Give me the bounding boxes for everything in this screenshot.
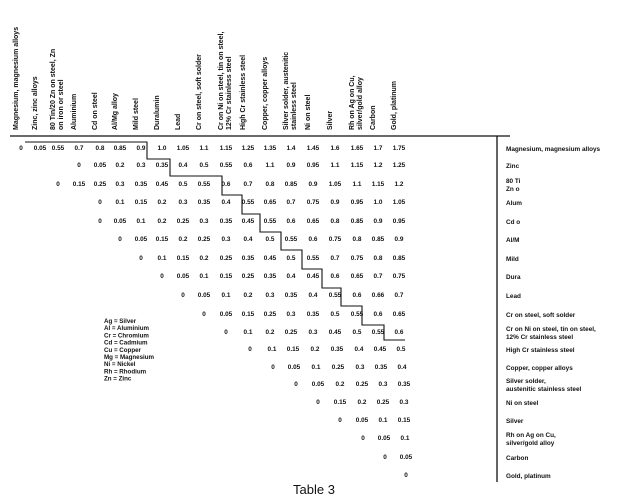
table-cell: 0.25 <box>219 255 233 262</box>
table-cell: 0.9 <box>330 199 340 206</box>
row-label: Copper, copper alloys <box>506 365 573 372</box>
table-cell: 0.15 <box>397 417 411 424</box>
row-label: Silver <box>506 418 524 425</box>
table-cell: 0.8 <box>95 145 105 152</box>
row-label: Zn o <box>506 186 520 193</box>
table-cell: 0.55 <box>197 181 211 188</box>
table-cell: 0.15 <box>241 311 255 318</box>
table-cell: 0.35 <box>241 255 255 262</box>
table-cell: 0.25 <box>355 381 369 388</box>
table-cell: 0.3 <box>199 218 209 225</box>
table-cell: 0 <box>19 145 23 152</box>
table-cell: 0.05 <box>377 435 391 442</box>
column-header: Silver solder, austenitic <box>283 51 290 130</box>
column-header: Al/Mg alloy <box>112 93 119 130</box>
table-cell: 0 <box>294 381 298 388</box>
table-cell: 0 <box>56 181 60 188</box>
row-label: 12% Cr stainless steel <box>506 334 574 341</box>
column-header: Lead <box>175 113 182 130</box>
table-cell: 0.4 <box>178 162 188 169</box>
column-header: Copper, copper alloys <box>262 56 269 130</box>
table-cell: 0.75 <box>328 236 342 243</box>
row-label: Ni on steel <box>506 400 539 407</box>
table-cell: 0.75 <box>350 255 364 262</box>
table-cell: 0.05 <box>219 311 233 318</box>
column-header: Cr on steel, soft solder <box>196 54 203 130</box>
table-cell: 0.2 <box>178 236 188 243</box>
table-cell: 0.3 <box>378 381 388 388</box>
column-header: 12% Cr stainless steel <box>226 56 233 130</box>
column-header: Silver <box>327 110 334 130</box>
table-cell: 0.45 <box>155 181 169 188</box>
table-cell: 0.2 <box>243 292 253 299</box>
table-cell: 0.7 <box>394 292 404 299</box>
table-cell: 0.9 <box>373 218 383 225</box>
table-cell: 0 <box>98 218 102 225</box>
table-cell: 0.85 <box>284 181 298 188</box>
table-cell: 0.1 <box>311 364 321 371</box>
table-cell: 0.2 <box>115 162 125 169</box>
table-cell: 0 <box>316 399 320 406</box>
legend-entry: Cu = Copper <box>104 346 141 354</box>
table-cell: 0.55 <box>51 145 65 152</box>
legend-entry: Rh = Rhodium <box>104 368 147 376</box>
row-label: Carbon <box>506 455 529 462</box>
table-cell: 0.3 <box>308 329 318 336</box>
legend-entry: Zn = Zinc <box>104 375 132 383</box>
table-cell: 0.3 <box>399 399 409 406</box>
table-cell: 0.35 <box>330 346 344 353</box>
table-cell: 0.65 <box>392 311 406 318</box>
table-cell: 0.25 <box>93 181 107 188</box>
table-cell: 0.45 <box>373 346 387 353</box>
table-cell: 1.1 <box>352 181 362 188</box>
table-cell: 1.65 <box>350 145 364 152</box>
table-cell: 0.1 <box>243 329 253 336</box>
table-cell: 0 <box>248 346 252 353</box>
column-header: Zinc, zinc alloys <box>32 76 39 130</box>
row-label: Silver solder, <box>506 378 546 385</box>
table-cell: 1.45 <box>306 145 320 152</box>
table-cell: 0.05 <box>355 417 369 424</box>
table-cell: 0.15 <box>286 346 300 353</box>
table-cell: 1.7 <box>373 145 383 152</box>
table-cell: 0.65 <box>263 199 277 206</box>
table-cell: 0.85 <box>350 218 364 225</box>
table-cell: 0.2 <box>335 381 345 388</box>
table-cell: 0.15 <box>134 199 148 206</box>
table-cell: 0.45 <box>263 255 277 262</box>
table-cell: 0.35 <box>155 162 169 169</box>
table-cell: 0.25 <box>241 273 255 280</box>
table-cell: 1.25 <box>241 145 255 152</box>
table-cell: 0.75 <box>306 199 320 206</box>
row-label: Al/M <box>506 237 520 244</box>
table-cell: 0.3 <box>355 364 365 371</box>
table-cell: 0.05 <box>93 162 107 169</box>
table-cell: 0.35 <box>397 381 411 388</box>
table-cell: 0.55 <box>241 199 255 206</box>
table-cell: 0.3 <box>178 199 188 206</box>
table-cell: 0.2 <box>157 218 167 225</box>
column-header: on iron or steel <box>58 79 65 130</box>
table-cell: 0.8 <box>265 181 275 188</box>
table-cell: 0.95 <box>392 218 406 225</box>
table-cell: 0 <box>202 311 206 318</box>
table-cell: 0.6 <box>308 236 318 243</box>
table-cell: 0.55 <box>306 255 320 262</box>
table-cell: 0 <box>361 435 365 442</box>
column-header: Magnesium, magnesium alloys <box>13 26 20 130</box>
table-cell: 0 <box>338 417 342 424</box>
legend-entry: Al = Aluminium <box>104 325 149 333</box>
table-cell: 0.95 <box>350 199 364 206</box>
table-cell: 0.1 <box>221 292 231 299</box>
table-cell: 0.35 <box>197 199 211 206</box>
table-cell: 0.3 <box>265 292 275 299</box>
table-cell: 0.35 <box>263 273 277 280</box>
legend-entry: Cr = Chromium <box>104 332 149 340</box>
column-header: Cr on Ni on steel, tin on steel, <box>218 31 225 130</box>
legend-entry: Mg = Magnesium <box>104 354 155 361</box>
table-cell: 0.15 <box>72 181 86 188</box>
column-header: Duralumin <box>154 95 161 130</box>
row-label: Gold, platinum <box>506 473 551 480</box>
row-label: Lead <box>506 293 521 300</box>
table-cell: 0.65 <box>350 273 364 280</box>
column-header: silver/gold alloy <box>357 77 364 130</box>
table-cell: 0.5 <box>265 236 275 243</box>
table-cell: 0 <box>271 364 275 371</box>
table-cell: 0.1 <box>199 273 209 280</box>
table-cell: 0.6 <box>394 329 404 336</box>
table-cell: 0.6 <box>330 273 340 280</box>
table-cell: 0.15 <box>333 399 347 406</box>
table-cell: 0.5 <box>199 162 209 169</box>
table-cell: 0.9 <box>286 162 296 169</box>
table-cell: 0.2 <box>357 399 367 406</box>
table-cell: 0.7 <box>74 145 84 152</box>
table-cell: 0.35 <box>306 311 320 318</box>
table-cell: 0.3 <box>221 236 231 243</box>
table-cell: 0.5 <box>330 311 340 318</box>
table-cell: 0 <box>404 472 408 479</box>
table-cell: 0.3 <box>115 181 125 188</box>
table-cell: 0.55 <box>350 311 364 318</box>
row-label: High Cr stainless steel <box>506 347 575 354</box>
table-cell: 0.55 <box>371 329 385 336</box>
table-cell: 1.1 <box>199 145 209 152</box>
table-cell: 0.9 <box>308 181 318 188</box>
table-cell: 0.85 <box>392 255 406 262</box>
table-cell: 0.25 <box>284 329 298 336</box>
table-cell: 1.4 <box>286 145 296 152</box>
table-cell: 0 <box>118 236 122 243</box>
table-cell: 0.05 <box>399 454 413 461</box>
table-cell: 0.3 <box>136 162 146 169</box>
row-label: 80 Ti <box>506 178 521 185</box>
row-label: Cr on steel, soft solder <box>506 312 576 319</box>
row-label: silver/gold alloy <box>506 440 555 447</box>
table-cell: 1.15 <box>371 181 385 188</box>
table-cell: 0.5 <box>396 346 406 353</box>
table-cell: 0.05 <box>134 236 148 243</box>
table-cell: 0.4 <box>354 346 364 353</box>
table-cell: 0.7 <box>330 255 340 262</box>
table-cell: 0 <box>160 273 164 280</box>
table-cell: 0.1 <box>136 218 146 225</box>
table-cell: 0.1 <box>267 346 277 353</box>
table-cell: 0.2 <box>199 255 209 262</box>
row-label: Magnesium, magnesium alloys <box>506 146 601 153</box>
table-cell: 0.1 <box>400 435 410 442</box>
staircase-divider <box>25 142 405 340</box>
table-cell: 0.25 <box>331 364 345 371</box>
table-cell: 0 <box>383 454 387 461</box>
table-cell: 0.05 <box>113 218 127 225</box>
table-cell: 0.05 <box>287 364 301 371</box>
row-label: Alum <box>506 200 522 207</box>
table-cell: 0.8 <box>330 218 340 225</box>
column-header: Carbon <box>370 105 377 130</box>
table-cell: 0.6 <box>243 162 253 169</box>
table-cell: 0.15 <box>219 273 233 280</box>
column-headers <box>13 27 398 130</box>
table-cell: 0.55 <box>328 292 342 299</box>
table-cell: 0 <box>224 329 228 336</box>
table-cell: 0.95 <box>306 162 320 169</box>
abbreviation-legend <box>104 318 155 383</box>
table-cell: 0.55 <box>263 218 277 225</box>
table-cell: 1.15 <box>350 162 364 169</box>
table-cell: 0.2 <box>265 329 275 336</box>
table-cell: 0.35 <box>284 292 298 299</box>
table-cell: 0.25 <box>376 399 390 406</box>
table-cell: 0.05 <box>197 292 211 299</box>
table-cell: 1.35 <box>263 145 277 152</box>
table-cell: 0.9 <box>394 236 404 243</box>
table-cell: 0.7 <box>373 273 383 280</box>
table-cell: 0.35 <box>134 181 148 188</box>
table-cell: 0.55 <box>219 162 233 169</box>
row-label: austenitic stainless steel <box>506 386 582 393</box>
table-cell: 0.35 <box>219 218 233 225</box>
table-cell: 0.15 <box>176 255 190 262</box>
table-cell: 0.65 <box>306 218 320 225</box>
table-cell: 0.25 <box>263 311 277 318</box>
table-cell: 0.7 <box>286 199 296 206</box>
table-cell: 0.4 <box>286 273 296 280</box>
table-cell: 0.85 <box>371 236 385 243</box>
table-cell: 0.05 <box>176 273 190 280</box>
row-label: Mild <box>506 256 519 263</box>
table-cell: 0.6 <box>221 181 231 188</box>
table-cell: 0.5 <box>286 255 296 262</box>
table-cell: 1.6 <box>330 145 340 152</box>
table-cell: 0.4 <box>243 236 253 243</box>
column-header: Cd on steel <box>92 92 99 130</box>
table-cell: 1.1 <box>265 162 275 169</box>
table-cell: 0.05 <box>33 145 47 152</box>
table-cell: 0.45 <box>328 329 342 336</box>
table-cell: 0.6 <box>373 311 383 318</box>
table-cell: 0.8 <box>352 236 362 243</box>
legend-entry: Cd = Cadmium <box>104 339 148 347</box>
table-cell: 0 <box>98 199 102 206</box>
table-cell: 1.05 <box>176 145 190 152</box>
table-cell: 0.5 <box>178 181 188 188</box>
table-cell: 0.25 <box>197 236 211 243</box>
table-cell: 0.7 <box>243 181 253 188</box>
table-cell: 0.05 <box>311 381 325 388</box>
table-cell: 1.1 <box>330 162 340 169</box>
row-labels <box>506 146 601 480</box>
table-cell: 0.4 <box>221 199 231 206</box>
table-cell: 0.25 <box>176 218 190 225</box>
table-cell: 1.75 <box>392 145 406 152</box>
table-cell: 1.0 <box>157 145 167 152</box>
legend-entry: Ni = Nickel <box>104 361 136 369</box>
column-header: Gold, platinum <box>391 81 398 130</box>
table-cell: 0.45 <box>306 273 320 280</box>
table-cell: 0.15 <box>155 236 169 243</box>
table-cell: 0.75 <box>392 273 406 280</box>
table-cell: 0.9 <box>136 145 146 152</box>
column-header: Ni on steel <box>305 94 312 130</box>
table-cell: 0.2 <box>310 346 320 353</box>
table-cell: 1.05 <box>392 199 406 206</box>
table-cell: 0.5 <box>352 329 362 336</box>
table-cell: 0.45 <box>241 218 255 225</box>
column-header: 80 Tin/20 Zn on steel, Zn <box>50 48 57 130</box>
column-header: Rh on Ag on Cu, <box>349 75 356 130</box>
table-cell: 0 <box>181 292 185 299</box>
row-label: Rh on Ag on Cu, <box>506 432 556 439</box>
table-cell: 0.6 <box>286 218 296 225</box>
legend-entry: Ag = Silver <box>104 318 137 325</box>
table-cell: 1.15 <box>219 145 233 152</box>
table-cell: 0.3 <box>286 311 296 318</box>
column-header: stainless steel <box>291 82 298 130</box>
table-cell: 0.8 <box>373 255 383 262</box>
table-cell: 1.05 <box>328 181 342 188</box>
table-cell: 0.35 <box>374 364 388 371</box>
table-cell: 1.0 <box>373 199 383 206</box>
table-cell: 0.55 <box>284 236 298 243</box>
table-cell: 1.2 <box>394 181 404 188</box>
row-label: Dura <box>506 274 521 281</box>
table-cell: 0.66 <box>371 292 385 299</box>
table-cell: 0.4 <box>308 292 318 299</box>
row-label: Cr on Ni on steel, tin on steel, <box>506 326 596 333</box>
table-cell: 0 <box>77 162 81 169</box>
table-cell: 1.25 <box>392 162 406 169</box>
column-header: High Cr stainless steel <box>240 54 247 130</box>
table-cell: 0.2 <box>157 199 167 206</box>
table-cell: 0 <box>139 255 143 262</box>
column-header: Mild steel <box>133 98 140 130</box>
table-cell: 0.1 <box>115 199 125 206</box>
table-cell: 0.4 <box>397 364 407 371</box>
value-cells <box>19 145 412 479</box>
row-label: Zinc <box>506 163 520 170</box>
table-caption: Table 3 <box>293 482 335 497</box>
table-cell: 0.1 <box>157 255 167 262</box>
column-header: Aluminium <box>71 93 78 130</box>
table-cell: 1.2 <box>373 162 383 169</box>
table-cell: 0.6 <box>352 292 362 299</box>
table-cell: 0.85 <box>113 145 127 152</box>
row-label: Cd o <box>506 219 521 226</box>
table-cell: 0.1 <box>378 417 388 424</box>
